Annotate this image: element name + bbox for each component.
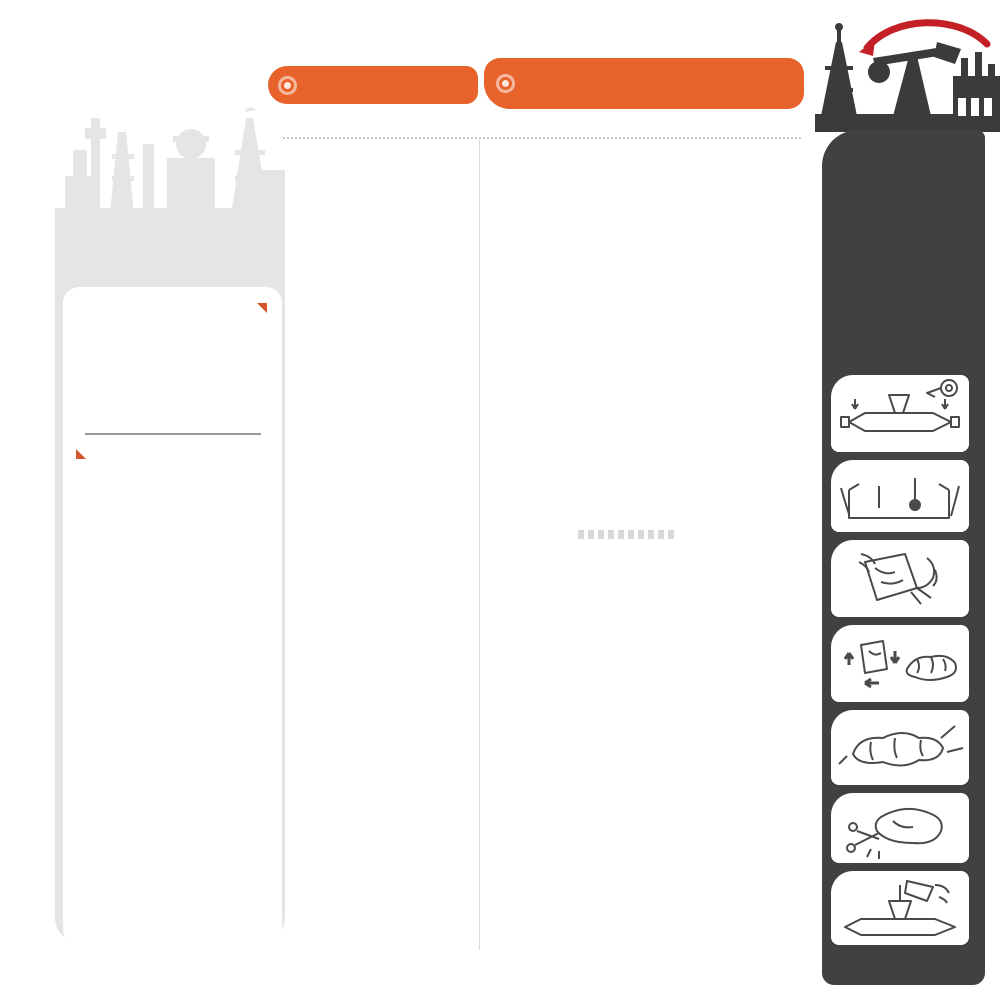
illustration-step-4-mould-taping	[831, 375, 969, 452]
watermark-text-bar	[578, 530, 674, 539]
ring-bullet-icon	[278, 76, 297, 95]
illustration-step-9-cut-bag-corner	[831, 793, 969, 863]
ring-bullet-icon	[496, 74, 515, 93]
scissors-cutting-bag-drawing	[831, 793, 969, 863]
illustration-step-10-pour-resin	[831, 871, 969, 945]
hands-squeezing-bag-drawing	[831, 710, 969, 785]
mould-funnel-tape-drawing	[831, 375, 969, 452]
hands-opening-bag-drawing	[831, 540, 969, 617]
column-divider	[479, 137, 480, 950]
triangle-icon	[76, 449, 86, 459]
illustration-step-7-mix-by-squeezing	[831, 625, 969, 702]
steps-table	[283, 137, 801, 139]
bag-with-arrows-kneading-drawing	[831, 625, 969, 702]
watermark	[578, 528, 674, 539]
thermometer-tray-drawing	[831, 460, 969, 532]
notice-item-b	[76, 345, 269, 367]
illustration-step-8-push-mixture-to-corner	[831, 710, 969, 785]
english-title-banner	[268, 66, 478, 104]
persian-title-banner	[484, 58, 804, 109]
illustration-step-5-warming-bag	[831, 460, 969, 532]
oil-rig-silhouette	[815, 14, 1000, 132]
attention-heading	[76, 449, 269, 459]
triangle-icon	[257, 303, 267, 313]
illustration-step-6-remove-plastic-bag	[831, 540, 969, 617]
left-notes-panel	[63, 287, 282, 945]
notice-heading	[76, 303, 267, 313]
notice-item-a	[76, 321, 269, 343]
notice-item-d	[76, 394, 269, 416]
section-divider	[85, 433, 261, 435]
pouring-into-mould-drawing	[831, 871, 969, 945]
notice-item-c	[76, 370, 269, 392]
